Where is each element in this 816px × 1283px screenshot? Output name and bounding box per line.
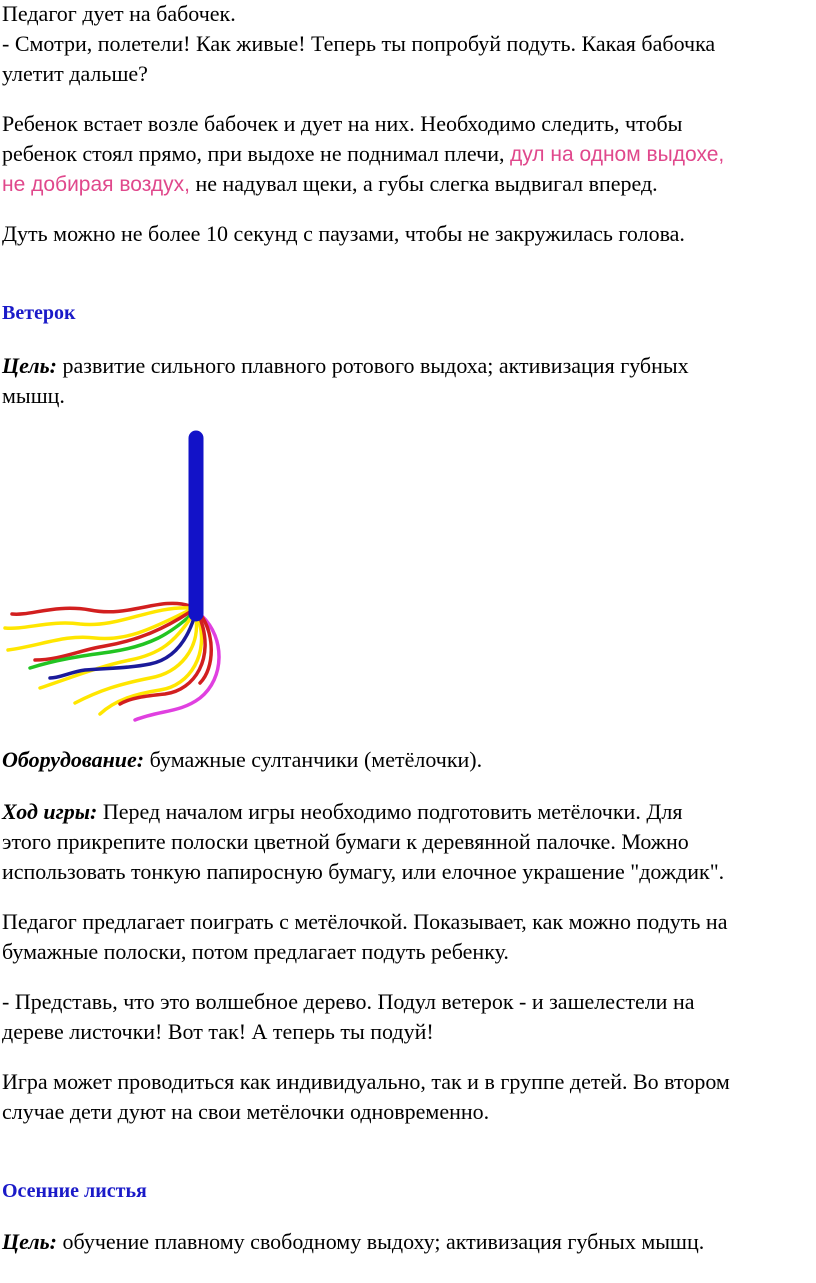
dialog-para-line-1: - Представь, что это волшебное дерево. Подул ветерок - и зашелестели на — [2, 989, 695, 1014]
goal-line-1 — [2, 352, 689, 380]
course-text: Перед началом игры необходимо подготовить метёлочки. Для — [97, 799, 683, 824]
highlight-text: не добирая воздух, — [2, 173, 190, 196]
equipment-label: Оборудование: — [2, 747, 145, 772]
paper-whisk-illustration — [0, 428, 240, 728]
highlight-text: дул на одном выдохе, — [510, 143, 725, 166]
goal-label: Цель: — [2, 353, 57, 378]
child-para-text: ребенок стоял прямо, при выдохе не поднимал плечи, — [2, 141, 510, 166]
course-line-2: этого прикрепите полоски цветной бумаги к деревянной палочке. Можно — [2, 829, 689, 854]
course-line-3: использовать тонкую папиросную бумагу, или елочное украшение "дождик". — [2, 859, 725, 884]
child-para-line-2 — [2, 140, 724, 169]
intro-line-3: улетит дальше? — [2, 61, 148, 86]
intro-line-1: Педагог дует на бабочек. — [2, 1, 236, 26]
dialog-para-line-2: дереве листочки! Вот так! А теперь ты подуй! — [2, 1019, 434, 1044]
course-line-1 — [2, 798, 682, 826]
child-para-line-1: Ребенок встает возле бабочек и дует на них. Необходимо следить, чтобы — [2, 111, 683, 136]
time-para: Дуть можно не более 10 секунд с паузами, чтобы не закружилась голова. — [2, 221, 685, 246]
goal-text: развитие сильного плавного ротового выдоха; активизация губных — [57, 353, 689, 378]
section-title-leaves: Осенние листья — [2, 1180, 147, 1202]
group-para-line-2: случае дети дуют на свои метёлочки одновременно. — [2, 1099, 490, 1124]
intro-line-2: - Смотри, полетели! Как живые! Теперь ты попробуй подуть. Какая бабочка — [2, 31, 716, 56]
teacher-para-line-2: бумажные полоски, потом предлагает подуть ребенку. — [2, 939, 509, 964]
leaves-goal-line — [2, 1228, 704, 1256]
child-para-line-3 — [2, 170, 658, 199]
equipment-line — [2, 746, 482, 774]
goal-label: Цель: — [2, 1229, 57, 1254]
equipment-text: бумажные султанчики (метёлочки). — [144, 747, 483, 772]
section-title-veterok: Ветерок — [2, 302, 76, 324]
goal-text: обучение плавному свободному выдоху; активизация губных мышц. — [57, 1229, 705, 1254]
child-para-text: не надувал щеки, а губы слегка выдвигал вперед. — [190, 171, 658, 196]
course-label: Ход игры: — [2, 799, 98, 824]
teacher-para-line-1: Педагог предлагает поиграть с метёлочкой. Показывает, как можно подуть на — [2, 909, 728, 934]
group-para-line-1: Игра может проводиться как индивидуально, так и в группе детей. Во втором — [2, 1069, 730, 1094]
goal-line-2: мышц. — [2, 383, 65, 408]
